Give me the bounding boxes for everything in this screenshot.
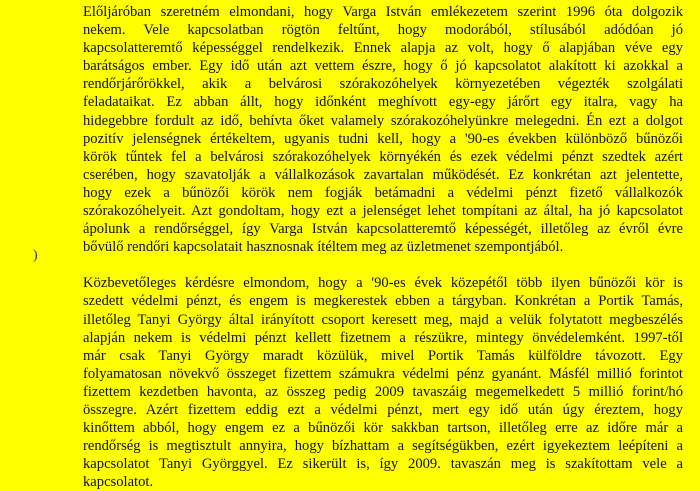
text-line: Előljáróban szeretném elmondani, hogy Varga István emlékezetem szerint 1996 óta dolgozik [83,4,683,20]
text-line: alapján nekem is védelmi pénzt kellett fizetnem a részükre, mintegy önvédelemként. 1997-től [83,329,683,346]
text-line: barátságos ember. Egy idő után azt vettem észre, hogy ő jó kapcsolatot alakított ki azokkal a [83,58,683,75]
text-line: már csak Tanyi György maradt közülük, mivel Portik Tamás külföldre távozott. Egy [83,347,683,364]
text-line: ápolunk a rendőrséggel, így Varga István kapcsolatteremtő képességét, illetőleg az évről évre [83,221,683,238]
text-line: Közbevetőleges kérdésre elmondom, hogy a '90-es évek közepétől több ilyen bűnözői kör is [83,275,683,292]
text-line: kapcsolatteremtő képességgel rendelkezik. Ennek alapja az volt, hogy ő alapjában véve egy [83,40,683,57]
text-line: nekem. Vele kapcsolatban rögtön feltűnt, hogy modorából, stílusából adódóan jó [83,22,683,39]
paragraph-2 [83,274,683,491]
text-line: összegre. Azért fizettem eddig ezt a védelmi pénzt, mert egy idő után úgy éreztem, hogy [83,401,683,418]
text-line: szedett védelmi pénzt, és engem is megkerestek ebben a tárgyban. Konkrétan a Portik Tamás, [83,293,683,310]
paragraph-1 [83,3,683,256]
text-line: szórakozóhelyeit. Azt gondoltam, hogy ezt a jelenséget lehet tompítani az által, ha jó kapcsolatot [83,203,683,220]
document-body [83,3,683,491]
text-line: fizettem kezdetben havonta, az összeg pedig 2009 tavaszáig megemelkedett 5 millió forint/hó [83,383,683,400]
text-line: pozitív jelenségnek értékeltem, ugyanis tudni kell, hogy a '90-es években különböző bűnözői [83,130,683,147]
text-line: kinőttem abból, hogy engem ez a bűnözői kör sakkban tartson, illetőleg erre az időre már a [83,420,683,437]
text-line: hidegebbre fordult az idő, behívta őket valamely szórakozóhelyünkre melegedni. Én ezt a dolgot [83,112,683,129]
text-line: rendőrjárőrökkel, akik a belvárosi szórakozóhelyek környezetében végezték szolgálati [83,76,683,93]
text-line: kapcsolatot Tanyi Györggyel. Ez sikerült is, így 2009. tavaszán meg is szakítottam vele a [83,456,683,473]
paragraph-gap [83,256,683,274]
text-line: rendőrség is megtisztult annyira, hogy bízhattam a segítségükben, ezért igyekeztem leépíteni a [83,438,683,455]
text-line: feladataikat. Ez abban állt, hogy időnként meghívott egy-egy járőrt egy italra, vagy ha [83,94,683,111]
text-line: kapcsolatot. [83,474,154,491]
margin-mark: ) [33,248,38,263]
text-line: folyamatosan növekvő összeget fizettem számukra védelmi pénz gyanánt. Másfél millió forintot [83,365,683,382]
text-line: körök tűntek fel a belvárosi szórakozóhelyek környékén és ezek védelmi pénzt szedtek azért [83,148,683,165]
text-line: cserében, hogy szavatolják a vállalkozások zavartalan működését. Ez konkrétan azt jelentette, [83,166,683,183]
text-line: illetőleg Tanyi György által irányított csoport keresett meg, majd a velük folytatott megbeszélés [83,311,683,328]
text-line: bővülő rendőri kapcsolatait hasznosnak ítéltem meg az üzletmenet szempontjából. [83,239,564,256]
text-line: hogy ezek a bűnözői körök nem fogják betámadni a védelmi pénzt fizető vállalkozók [83,184,683,201]
